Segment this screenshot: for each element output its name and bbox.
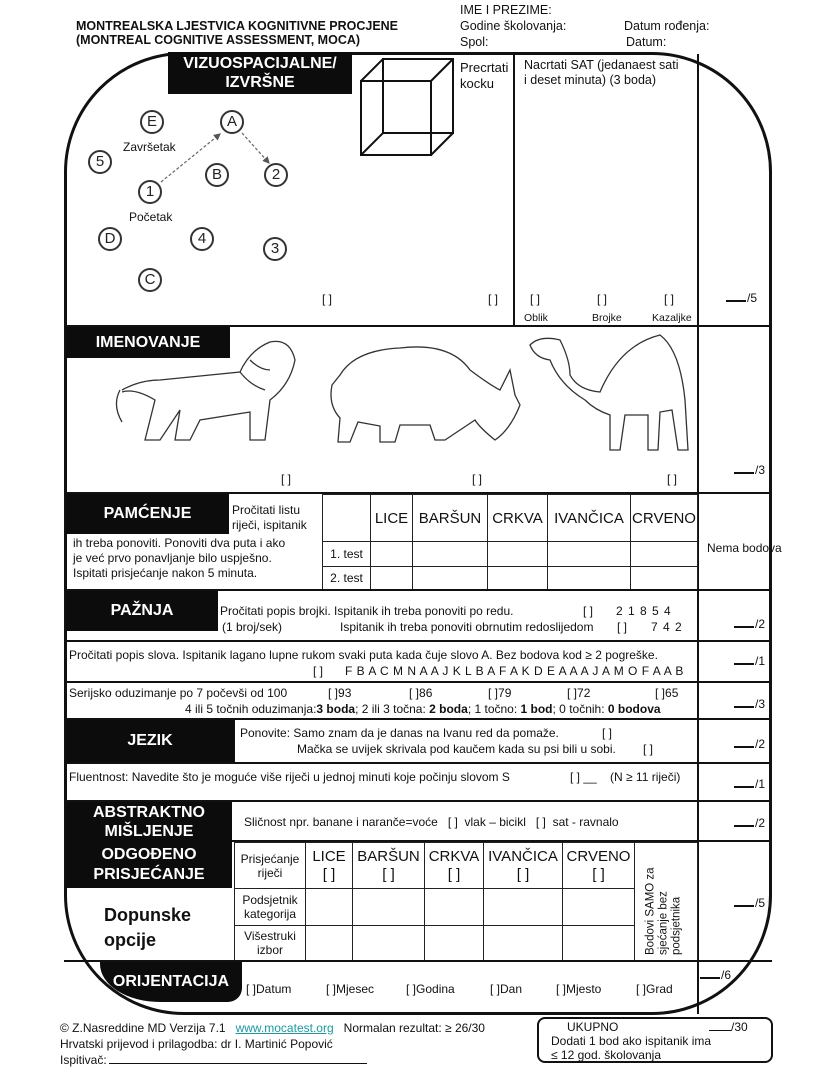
divider (64, 762, 772, 764)
visuospatial-score-max: /5 (747, 291, 758, 305)
divider (234, 720, 235, 762)
section-attention: PAŽNJA (66, 591, 218, 631)
digits-score[interactable] (734, 617, 765, 631)
recall-word-checkbox[interactable]: [ ] (592, 865, 605, 883)
animal-drawings (100, 330, 700, 460)
abstraction-score[interactable] (734, 816, 765, 830)
serial7-checkbox[interactable]: [ ] (409, 686, 420, 700)
orientation-label: Grad (646, 982, 673, 996)
recall-cue-cell[interactable] (483, 925, 563, 961)
memory-trial-cell[interactable] (370, 566, 413, 590)
serial7-item[interactable] (567, 686, 590, 700)
sentence-1-checkbox[interactable]: [ ] (602, 726, 613, 740)
recall-word-cell[interactable] (305, 842, 353, 889)
orientation-score-max: /6 (721, 968, 732, 982)
section-orientation: ORIJENTACIJA (100, 962, 242, 1002)
recall-cue-cell[interactable] (483, 888, 563, 926)
memory-instruction-line2: riječi, ispitanik (232, 518, 307, 532)
trail-node-B: B (205, 163, 229, 187)
orientation-item[interactable] (246, 982, 291, 996)
digits-backward-instruction: Ispitanik ih treba ponoviti obrnutim redoslijedom (340, 620, 594, 634)
serial7-checkbox[interactable]: [ ] (567, 686, 578, 700)
memory-trial-cell[interactable] (547, 541, 631, 567)
orientation-checkbox[interactable]: [ ] (490, 982, 501, 996)
delayed-recall-score-max: /5 (755, 896, 766, 910)
section-delayed-recall-line2: PRISJEĆANJE (93, 866, 205, 883)
form-title (76, 19, 398, 47)
repeat-sentence-1 (240, 726, 559, 740)
section-visuospatial-line2: IZVRŠNE (225, 74, 295, 91)
serial7-score-max: /3 (755, 697, 766, 711)
fluency-score-max: /1 (755, 777, 766, 791)
recall-word-cell[interactable] (562, 842, 635, 889)
section-delayed-recall-line1: ODGOĐENO (101, 846, 197, 863)
lion-drawing (116, 341, 295, 440)
serial7-value: 65 (665, 686, 679, 700)
recall-cue-cell[interactable] (352, 888, 425, 926)
divider (64, 640, 772, 642)
examiner-line[interactable] (109, 1063, 367, 1064)
serial7-scoring-2: 2 boda (429, 702, 468, 716)
serial7-value: 72 (577, 686, 591, 700)
education-label: Godine školovanja: (460, 19, 567, 33)
clock-criterion-contour: Oblik (524, 312, 548, 324)
section-delayed-recall (66, 842, 232, 888)
recall-word-cell[interactable] (483, 842, 563, 889)
sentence-1-text: Samo znam da je danas na Ivanu red da pomaže. (293, 726, 559, 740)
title-line-1: MONTREALSKA LJESTVICA KOGNITIVNE PROCJENE (76, 19, 399, 33)
memory-instruction-line1: Pročitati listu (232, 503, 301, 517)
orientation-item[interactable] (490, 982, 522, 996)
memory-trial-cell[interactable] (630, 541, 698, 567)
section-language: JEZIK (66, 720, 234, 762)
section-naming: IMENOVANJE (66, 327, 230, 358)
serial7-scoring-1: 1 bod (520, 702, 553, 716)
trail-node-1: 1 (138, 180, 162, 204)
orientation-checkbox[interactable]: [ ] (406, 982, 417, 996)
section-abstraction-line2: MIŠLJENJE (104, 823, 194, 840)
trail-checkbox[interactable]: [ ] (322, 292, 333, 306)
abstraction-example: Sličnost npr. banane i naranče=voće (244, 815, 438, 829)
digits-backward-checkbox[interactable]: [ ] (617, 620, 628, 634)
trail-node-2: 2 (264, 163, 288, 187)
digits-forward-sequence: 2 1 8 5 4 (616, 604, 671, 618)
section-abstraction (66, 802, 232, 842)
memory-word-header: IVANČICA (547, 494, 631, 542)
memory-word-header: CRVENO (630, 494, 698, 542)
serial7-value: 86 (419, 686, 433, 700)
recall-word-cell[interactable] (352, 842, 425, 889)
trail-node-3: 3 (263, 237, 287, 261)
memory-word-header: CRKVA (487, 494, 548, 542)
serial7-value: 79 (498, 686, 512, 700)
memory-instruction-line4: je već prvo ponavljanje bilo uspješno. (73, 551, 272, 565)
trail-node-D: D (98, 227, 122, 251)
serial7-value: 93 (338, 686, 352, 700)
recall-cue-cell[interactable] (562, 888, 635, 926)
orientation-label: Mjesto (566, 982, 602, 996)
orientation-item[interactable] (326, 982, 374, 996)
optional-label (104, 903, 191, 953)
digits-forward-checkbox[interactable]: [ ] (583, 604, 594, 618)
total-score-box (537, 1017, 773, 1063)
naming-score-max: /3 (755, 463, 766, 477)
recall-word-checkbox[interactable]: [ ] (382, 865, 395, 883)
serial7-checkbox[interactable]: [ ] (488, 686, 499, 700)
recall-word: BARŠUN (357, 847, 420, 865)
cube-instruction (460, 60, 508, 92)
recall-cue-cell[interactable] (352, 925, 425, 961)
cube-checkbox[interactable]: [ ] (488, 292, 499, 306)
cube-instruction-line2: kocku (460, 76, 494, 91)
memory-trial-label: 2. test (322, 566, 371, 590)
memory-word-header: LICE (370, 494, 413, 542)
orientation-item[interactable] (636, 982, 673, 996)
clock-numbers-checkbox[interactable]: [ ] (597, 292, 608, 306)
recall-cue-cell[interactable] (424, 925, 484, 961)
recall-word: CRKVA (428, 847, 480, 865)
orientation-checkbox[interactable]: [ ] (326, 982, 337, 996)
cube-instruction-line1: Precrtati (460, 60, 509, 75)
abstraction-item-1: vlak – bicikl (464, 815, 526, 829)
camel-drawing (530, 335, 688, 450)
trail-start-label: Početak (129, 210, 173, 224)
delayed-recall-score[interactable] (734, 896, 765, 910)
digits-rate: (1 broj/sek) (222, 620, 283, 634)
rhino-drawing (331, 347, 520, 442)
letters-score-max: /1 (755, 654, 766, 668)
memory-no-points: Nema bodova (707, 541, 782, 555)
title-line-2: (MONTREAL COGNITIVE ASSESSMENT, MOCA) (76, 33, 361, 47)
letters-score[interactable] (734, 654, 765, 668)
serial7-scoring (185, 702, 661, 716)
orientation-item[interactable] (556, 982, 601, 996)
abstraction-score-max: /2 (755, 816, 766, 830)
digits-backward-sequence: 7 4 2 (651, 620, 682, 634)
serial7-scoring-text: ; 2 ili 3 točna: (355, 702, 430, 716)
recall-cue-cell[interactable] (305, 888, 353, 926)
serial7-score[interactable] (734, 697, 765, 711)
recall-points-note-text: Bodovi SAMO za sjećanje bez podsjetnika (644, 867, 683, 955)
section-visuospatial (168, 52, 352, 94)
total-score-max: /30 (731, 1020, 748, 1034)
serial7-item[interactable] (488, 686, 511, 700)
normal-score-note: Normalan rezultat: ≥ 26/30 (343, 1021, 485, 1035)
orientation-checkbox[interactable]: [ ] (556, 982, 567, 996)
letters-checkbox[interactable]: [ ] (313, 664, 324, 678)
clock-hands-checkbox[interactable]: [ ] (664, 292, 675, 306)
memory-trial-cell[interactable] (412, 566, 488, 590)
patient-name-label: IME I PREZIME: (460, 3, 552, 17)
serial7-checkbox[interactable]: [ ] (655, 686, 666, 700)
sentence-2-checkbox[interactable]: [ ] (643, 742, 654, 756)
abstraction-item-2: sat - ravnalo (552, 815, 619, 829)
orientation-item[interactable] (406, 982, 455, 996)
orientation-score[interactable] (700, 968, 731, 982)
memory-trial-cell[interactable] (630, 566, 698, 590)
total-label: UKUPNO (567, 1020, 619, 1034)
memory-instruction-bottom (73, 536, 285, 581)
serial7-scoring-text: ; 1 točno: (467, 702, 521, 716)
website-link[interactable]: www.mocatest.org (235, 1021, 334, 1035)
memory-trial-cell[interactable] (412, 541, 488, 567)
multiple-choice-label: Višestruki izbor (234, 925, 306, 961)
recall-cue-cell[interactable] (424, 888, 484, 926)
recall-word-cell[interactable] (424, 842, 484, 889)
trail-node-C: C (138, 268, 162, 292)
memory-instruction-line5: Ispitati prisjećanje nakon 5 minuta. (73, 566, 258, 580)
copyright: © Z.Nasreddine MD Verzija 7.1 (60, 1021, 226, 1035)
naming-lion-checkbox[interactable]: [ ] (281, 472, 292, 486)
letters-sequence: F B A C M N A A J K L B A F A K D E A A A J A M O F A A B (345, 664, 684, 678)
education-bonus-note-2: ≤ 12 god. školovanja (551, 1048, 661, 1062)
abstraction-item-2-checkbox[interactable]: [ ] (535, 815, 546, 829)
orientation-label: Datum (256, 982, 292, 996)
abstraction-items (244, 815, 619, 829)
letters-instruction: Pročitati popis slova. Ispitanik lagano lupne rukom svaki puta kada čuje slovo A. Bez bodova kod ≥ 2 pogreške. (69, 648, 658, 662)
trail-end-label: Završetak (123, 140, 176, 154)
memory-trial-cell[interactable] (370, 541, 413, 567)
memory-trial-cell[interactable] (487, 541, 548, 567)
serial7-scoring-0: 0 bodova (607, 702, 661, 716)
birthdate-label: Datum rođenja: (624, 19, 710, 33)
optional-label-line2: opcije (104, 930, 157, 950)
serial7-scoring-text: ; 0 točnih: (552, 702, 608, 716)
clock-instruction (524, 58, 678, 88)
digits-forward-instruction: Pročitati popis brojki. Ispitanik ih treba ponoviti po redu. (220, 604, 514, 618)
category-cue-label: Podsjetnik kategorija (234, 888, 306, 926)
clock-criterion-hands: Kazaljke (652, 312, 692, 324)
memory-corner-cell (322, 494, 371, 542)
sex-label: Spol: (460, 35, 489, 49)
trail-making-arrows (60, 95, 320, 295)
naming-score[interactable] (734, 463, 765, 477)
recall-word: IVANČICA (488, 847, 558, 865)
trail-node-4: 4 (190, 227, 214, 251)
memory-instruction-top (232, 503, 307, 533)
section-abstraction-line1: ABSTRAKTNO (93, 804, 205, 821)
repeat-score[interactable] (734, 737, 765, 751)
trail-line-A-to-2 (242, 133, 269, 163)
section-visuospatial-line1: VIZUOSPACIJALNE/ (183, 55, 337, 72)
recall-points-note (634, 850, 694, 960)
fluency-score[interactable] (734, 777, 765, 791)
clock-instruction-line2: i deset minuta) (3 boda) (524, 73, 657, 87)
serial7-checkbox[interactable]: [ ] (328, 686, 339, 700)
cube-drawing (355, 55, 455, 160)
serial7-item[interactable] (655, 686, 678, 700)
serial7-item[interactable] (328, 686, 351, 700)
fluency-input[interactable]: [ ] __ (570, 770, 597, 784)
recall-word: CRVENO (566, 847, 631, 865)
digits-score-max: /2 (755, 617, 766, 631)
clock-divider (513, 53, 515, 326)
visuospatial-score[interactable] (726, 291, 757, 305)
repeat-label: Ponovite: (240, 726, 291, 740)
footer-credits (60, 1021, 485, 1035)
memory-trial-cell[interactable] (547, 566, 631, 590)
naming-camel-checkbox[interactable]: [ ] (667, 472, 678, 486)
orientation-label: Dan (500, 982, 523, 996)
repeat-score-max: /2 (755, 737, 766, 751)
fluency-instruction: Fluentnost: Navedite što je moguće više riječi u jednoj minuti koje počinju slovom S (69, 770, 510, 784)
naming-rhino-checkbox[interactable]: [ ] (472, 472, 483, 486)
repeat-sentence-2: Mačka se uvijek skrivala pod kaučem kada su psi bili u sobi. (297, 742, 616, 756)
total-score[interactable] (709, 1020, 748, 1034)
recall-word: LICE (312, 847, 346, 865)
optional-label-line1: Dopunske (104, 905, 192, 925)
recall-cue-cell[interactable] (562, 925, 635, 961)
orientation-checkbox[interactable]: [ ] (246, 982, 257, 996)
memory-trial-label: 1. test (322, 541, 371, 567)
clock-instruction-line1: Nacrtati SAT (jedanaest sati (524, 58, 679, 72)
section-memory: PAMĆENJE (66, 494, 229, 534)
serial7-scoring-3: 3 boda (316, 702, 356, 716)
abstraction-item-1-checkbox[interactable]: [ ] (447, 815, 458, 829)
orientation-label: Mjesec (336, 982, 375, 996)
recall-word-checkbox[interactable]: [ ] (447, 865, 461, 883)
translation-credit: Hrvatski prijevod i prilagodba: dr I. Martinić Popović (60, 1037, 333, 1051)
trail-node-E: E (140, 110, 164, 134)
orientation-label: Godina (416, 982, 455, 996)
serial7-item[interactable] (409, 686, 432, 700)
memory-word-header: BARŠUN (412, 494, 488, 542)
clock-contour-checkbox[interactable]: [ ] (530, 292, 541, 306)
orientation-checkbox[interactable]: [ ] (636, 982, 647, 996)
trail-node-5: 5 (88, 150, 112, 174)
trail-node-A: A (220, 110, 244, 134)
recall-cue-cell[interactable] (305, 925, 353, 961)
serial7-scoring-text: 4 ili 5 točnih oduzimanja: (185, 702, 317, 716)
memory-trial-cell[interactable] (487, 566, 548, 590)
education-bonus-note-1: Dodati 1 bod ako ispitanik ima (551, 1034, 712, 1048)
recall-row-label: Prisjećanje riječi (234, 842, 306, 889)
examiner-label: Ispitivač: (60, 1053, 107, 1067)
examiner-field[interactable] (60, 1053, 367, 1067)
recall-word-checkbox[interactable]: [ ] (516, 865, 530, 883)
serial7-instruction: Serijsko oduzimanje po 7 počevši od 100 (69, 686, 288, 700)
clock-criterion-numbers: Brojke (592, 312, 622, 324)
recall-word-checkbox[interactable]: [ ] (322, 865, 336, 883)
fluency-criterion: (N ≥ 11 riječi) (610, 770, 681, 784)
divider (64, 681, 772, 683)
memory-instruction-line3: ih treba ponoviti. Ponoviti dva puta i ako (73, 536, 286, 550)
date-label: Datum: (626, 35, 667, 49)
